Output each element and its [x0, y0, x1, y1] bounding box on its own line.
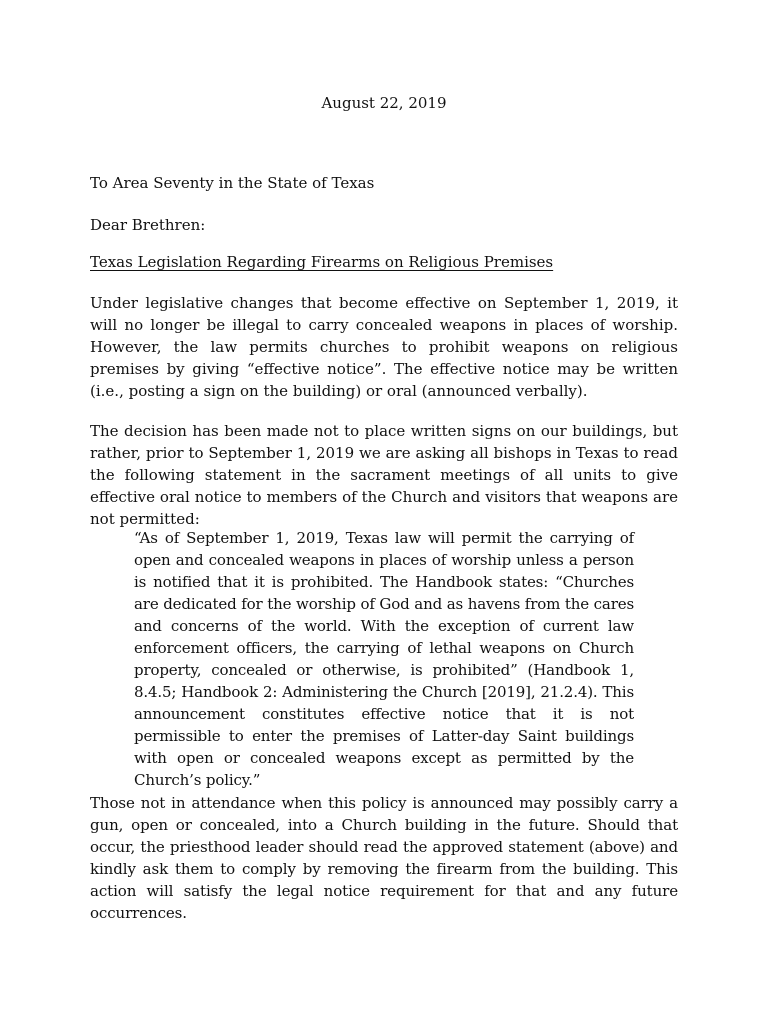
announcement-quote: “As of September 1, 2019, Texas law will permit the carrying of open and concealed weapons in places of worship unless a person is notified that it is prohibited. The Handbook states: “Churches are dedicated for the worship of God and as havens from the cares and concerns of the world. With the exception of current law enforcement officers, the carrying of lethal weapons on Church property, concealed or otherwise, is prohibited” (Handbook 1, 8.4.5; Handbook 2: Administering the Church [2019], 21.2.4). This announcement constitutes effective notice that it is not permissible to enter the premises of Latter-day Saint buildings with open or concealed weapons except as permitted by the Church’s policy.”: [134, 529, 634, 789]
letter-date: August 22, 2019: [321, 94, 447, 112]
body-paragraph-2: The decision has been made not to place written signs on our buildings, but rather, prior to September 1, 2019 we are asking all bishops in Texas to read the following statement in the sacrament meetings of all units to give effective oral notice to members of the Church and visitors that weapons are not permitted:: [90, 422, 678, 528]
letter-addressee: To Area Seventy in the State of Texas: [90, 174, 375, 192]
letter-salutation: Dear Brethren:: [90, 216, 206, 234]
body-paragraph-1: Under legislative changes that become effective on September 1, 2019, it will no longer be illegal to carry concealed weapons in places of worship. However, the law permits churches to prohibit weapons on religious premises by giving “effective notice”. The effective notice may be written (i.e., posting a sign on the building) or oral (announced verbally).: [90, 294, 678, 400]
letter-subject: Texas Legislation Regarding Firearms on Religious Premises: [90, 253, 554, 271]
body-paragraph-3: Those not in attendance when this policy is announced may possibly carry a gun, open or concealed, into a Church building in the future. Should that occur, the priesthood leader should read the approved statement (above) and kindly ask them to comply by removing the firearm from the building. This action will satisfy the legal notice requirement for that and any future occurrences.: [90, 794, 678, 922]
